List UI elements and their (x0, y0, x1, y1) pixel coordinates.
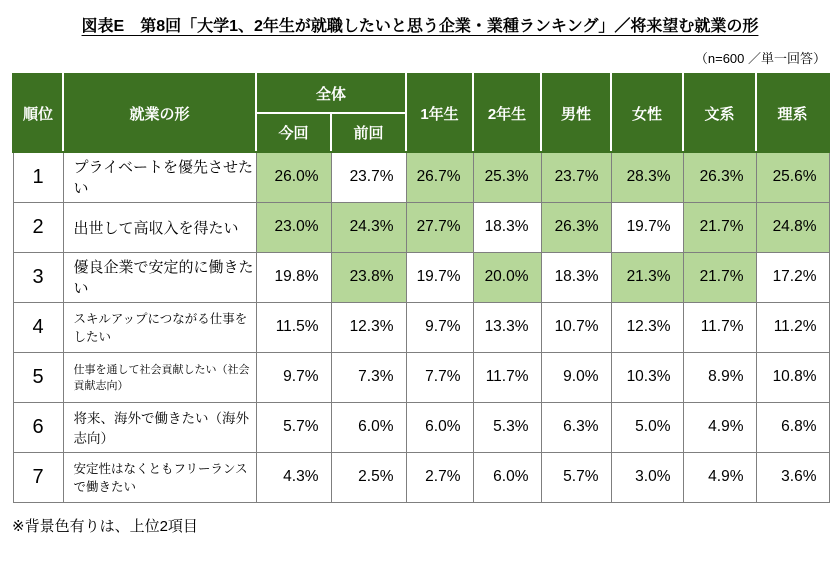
value-cell: 4.9% (683, 402, 756, 452)
category-cell: 出世して高収入を得たい (63, 202, 256, 252)
header-segment-female: 女性 (611, 74, 683, 152)
value-cell: 5.3% (473, 402, 541, 452)
table-body (13, 152, 829, 502)
table-row (13, 402, 829, 452)
table-row (13, 202, 829, 252)
value-cell: 23.8% (331, 252, 406, 302)
value-cell: 21.7% (683, 202, 756, 252)
rank-cell: 3 (13, 252, 63, 302)
category-cell: 仕事を通して社会貢献したい（社会貢献志向） (63, 352, 256, 402)
header-segment-male: 男性 (541, 74, 611, 152)
value-cell: 7.3% (331, 352, 406, 402)
value-cell: 4.9% (683, 452, 756, 502)
value-cell: 7.7% (406, 352, 473, 402)
category-cell: スキルアップにつながる仕事をしたい (63, 302, 256, 352)
value-cell: 2.5% (331, 452, 406, 502)
header-overall-previous: 前回 (331, 113, 406, 152)
value-cell: 23.0% (256, 202, 331, 252)
value-cell: 19.8% (256, 252, 331, 302)
value-cell: 5.7% (541, 452, 611, 502)
header-rank: 順位 (13, 74, 63, 152)
value-cell: 26.3% (683, 152, 756, 202)
value-cell: 23.7% (541, 152, 611, 202)
footnote: ※背景色有りは、上位2項目 (12, 517, 198, 535)
table-row (13, 152, 829, 202)
value-cell: 10.7% (541, 302, 611, 352)
header-segment-grade1: 1年生 (406, 74, 473, 152)
value-cell: 27.7% (406, 202, 473, 252)
value-cell: 24.8% (756, 202, 829, 252)
value-cell: 9.0% (541, 352, 611, 402)
value-cell: 11.2% (756, 302, 829, 352)
table-row (13, 352, 829, 402)
value-cell: 5.7% (256, 402, 331, 452)
figure-title: 図表E 第8回「大学1、2年生が就職したいと思う企業・業種ランキング」／将来望む就業の形 (81, 18, 759, 35)
value-cell: 8.9% (683, 352, 756, 402)
table-row (13, 302, 829, 352)
value-cell: 23.7% (331, 152, 406, 202)
header-overall: 全体 (256, 74, 406, 113)
value-cell: 26.0% (256, 152, 331, 202)
table-header (13, 74, 829, 152)
value-cell: 6.0% (331, 402, 406, 452)
value-cell: 18.3% (541, 252, 611, 302)
value-cell: 25.3% (473, 152, 541, 202)
category-cell: 優良企業で安定的に働きたい (63, 252, 256, 302)
value-cell: 20.0% (473, 252, 541, 302)
value-cell: 6.3% (541, 402, 611, 452)
value-cell: 21.7% (683, 252, 756, 302)
header-category: 就業の形 (63, 74, 256, 152)
rank-cell: 2 (13, 202, 63, 252)
header-segment-sciences: 理系 (756, 74, 829, 152)
category-cell: 将来、海外で働きたい（海外志向） (63, 402, 256, 452)
header-segment-grade2: 2年生 (473, 74, 541, 152)
sample-size-note: （n=600 ／単一回答） (694, 51, 826, 66)
value-cell: 3.6% (756, 452, 829, 502)
header-segment-humanities: 文系 (683, 74, 756, 152)
value-cell: 12.3% (611, 302, 683, 352)
rank-cell: 1 (13, 152, 63, 202)
value-cell: 11.7% (683, 302, 756, 352)
value-cell: 10.3% (611, 352, 683, 402)
figure-header (0, 0, 840, 36)
value-cell: 6.8% (756, 402, 829, 452)
value-cell: 2.7% (406, 452, 473, 502)
rank-cell: 5 (13, 352, 63, 402)
rank-cell: 6 (13, 402, 63, 452)
table-row (13, 452, 829, 502)
value-cell: 25.6% (756, 152, 829, 202)
value-cell: 11.7% (473, 352, 541, 402)
value-cell: 17.2% (756, 252, 829, 302)
table-row (13, 252, 829, 302)
value-cell: 4.3% (256, 452, 331, 502)
value-cell: 9.7% (406, 302, 473, 352)
value-cell: 26.3% (541, 202, 611, 252)
value-cell: 19.7% (406, 252, 473, 302)
value-cell: 6.0% (406, 402, 473, 452)
value-cell: 24.3% (331, 202, 406, 252)
value-cell: 5.0% (611, 402, 683, 452)
value-cell: 6.0% (473, 452, 541, 502)
value-cell: 18.3% (473, 202, 541, 252)
value-cell: 26.7% (406, 152, 473, 202)
value-cell: 19.7% (611, 202, 683, 252)
value-cell: 12.3% (331, 302, 406, 352)
rank-cell: 7 (13, 452, 63, 502)
header-overall-current: 今回 (256, 113, 331, 152)
category-cell: 安定性はなくともフリーランスで働きたい (63, 452, 256, 502)
rank-cell: 4 (13, 302, 63, 352)
value-cell: 3.0% (611, 452, 683, 502)
value-cell: 9.7% (256, 352, 331, 402)
value-cell: 10.8% (756, 352, 829, 402)
value-cell: 13.3% (473, 302, 541, 352)
value-cell: 28.3% (611, 152, 683, 202)
value-cell: 21.3% (611, 252, 683, 302)
ranking-table (12, 73, 830, 503)
category-cell: プライベートを優先させたい (63, 152, 256, 202)
value-cell: 11.5% (256, 302, 331, 352)
